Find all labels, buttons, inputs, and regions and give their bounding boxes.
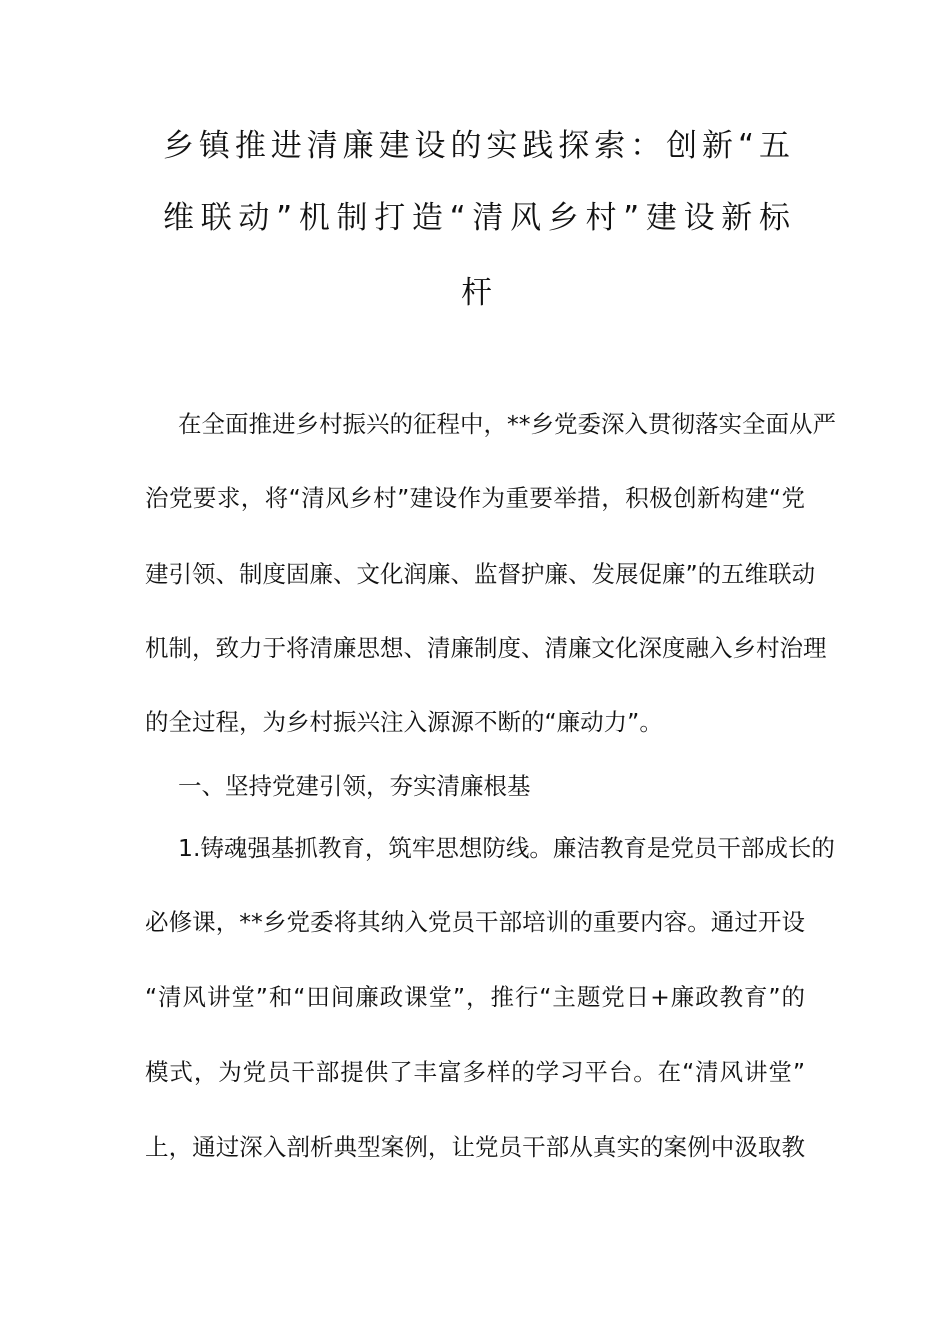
paragraph-line: 必修课，**乡党委将其纳入党员干部培训的重要内容。通过开设 — [145, 908, 805, 936]
paragraph-line: “清风讲堂”和“田间廉政课堂”，推行“主题党日+廉政教育”的 — [145, 983, 805, 1011]
paragraph-line: 1.铸魂强基抓教育，筑牢思想防线。廉洁教育是党员干部成长的 — [178, 834, 835, 862]
paragraph-line: 机制，致力于将清廉思想、清廉制度、清廉文化深度融入乡村治理 — [145, 634, 827, 662]
paragraph-line: 治党要求，将“清风乡村”建设作为重要举措，积极创新构建“党 — [145, 484, 805, 512]
document-title-line-2: 维联动”机制打造“清风乡村”建设新标 — [163, 200, 790, 236]
paragraph-line: 的全过程，为乡村振兴注入源源不断的“廉动力”。 — [145, 708, 663, 736]
section-heading: 一、坚持党建引领，夯实清廉根基 — [178, 772, 531, 800]
paragraph-line: 建引领、制度固廉、文化润廉、监督护廉、发展促廉”的五维联动 — [145, 560, 816, 588]
paragraph-line: 模式，为党员干部提供了丰富多样的学习平台。在“清风讲堂” — [145, 1058, 805, 1086]
document-title-line-1: 乡镇推进清廉建设的实践探索：创新“五 — [163, 128, 790, 164]
paragraph-line: 上，通过深入剖析典型案例，让党员干部从真实的案例中汲取教 — [145, 1133, 805, 1161]
paragraph-line: 在全面推进乡村振兴的征程中，**乡党委深入贯彻落实全面从严 — [178, 410, 836, 438]
document-title-line-3: 杆 — [461, 275, 492, 311]
